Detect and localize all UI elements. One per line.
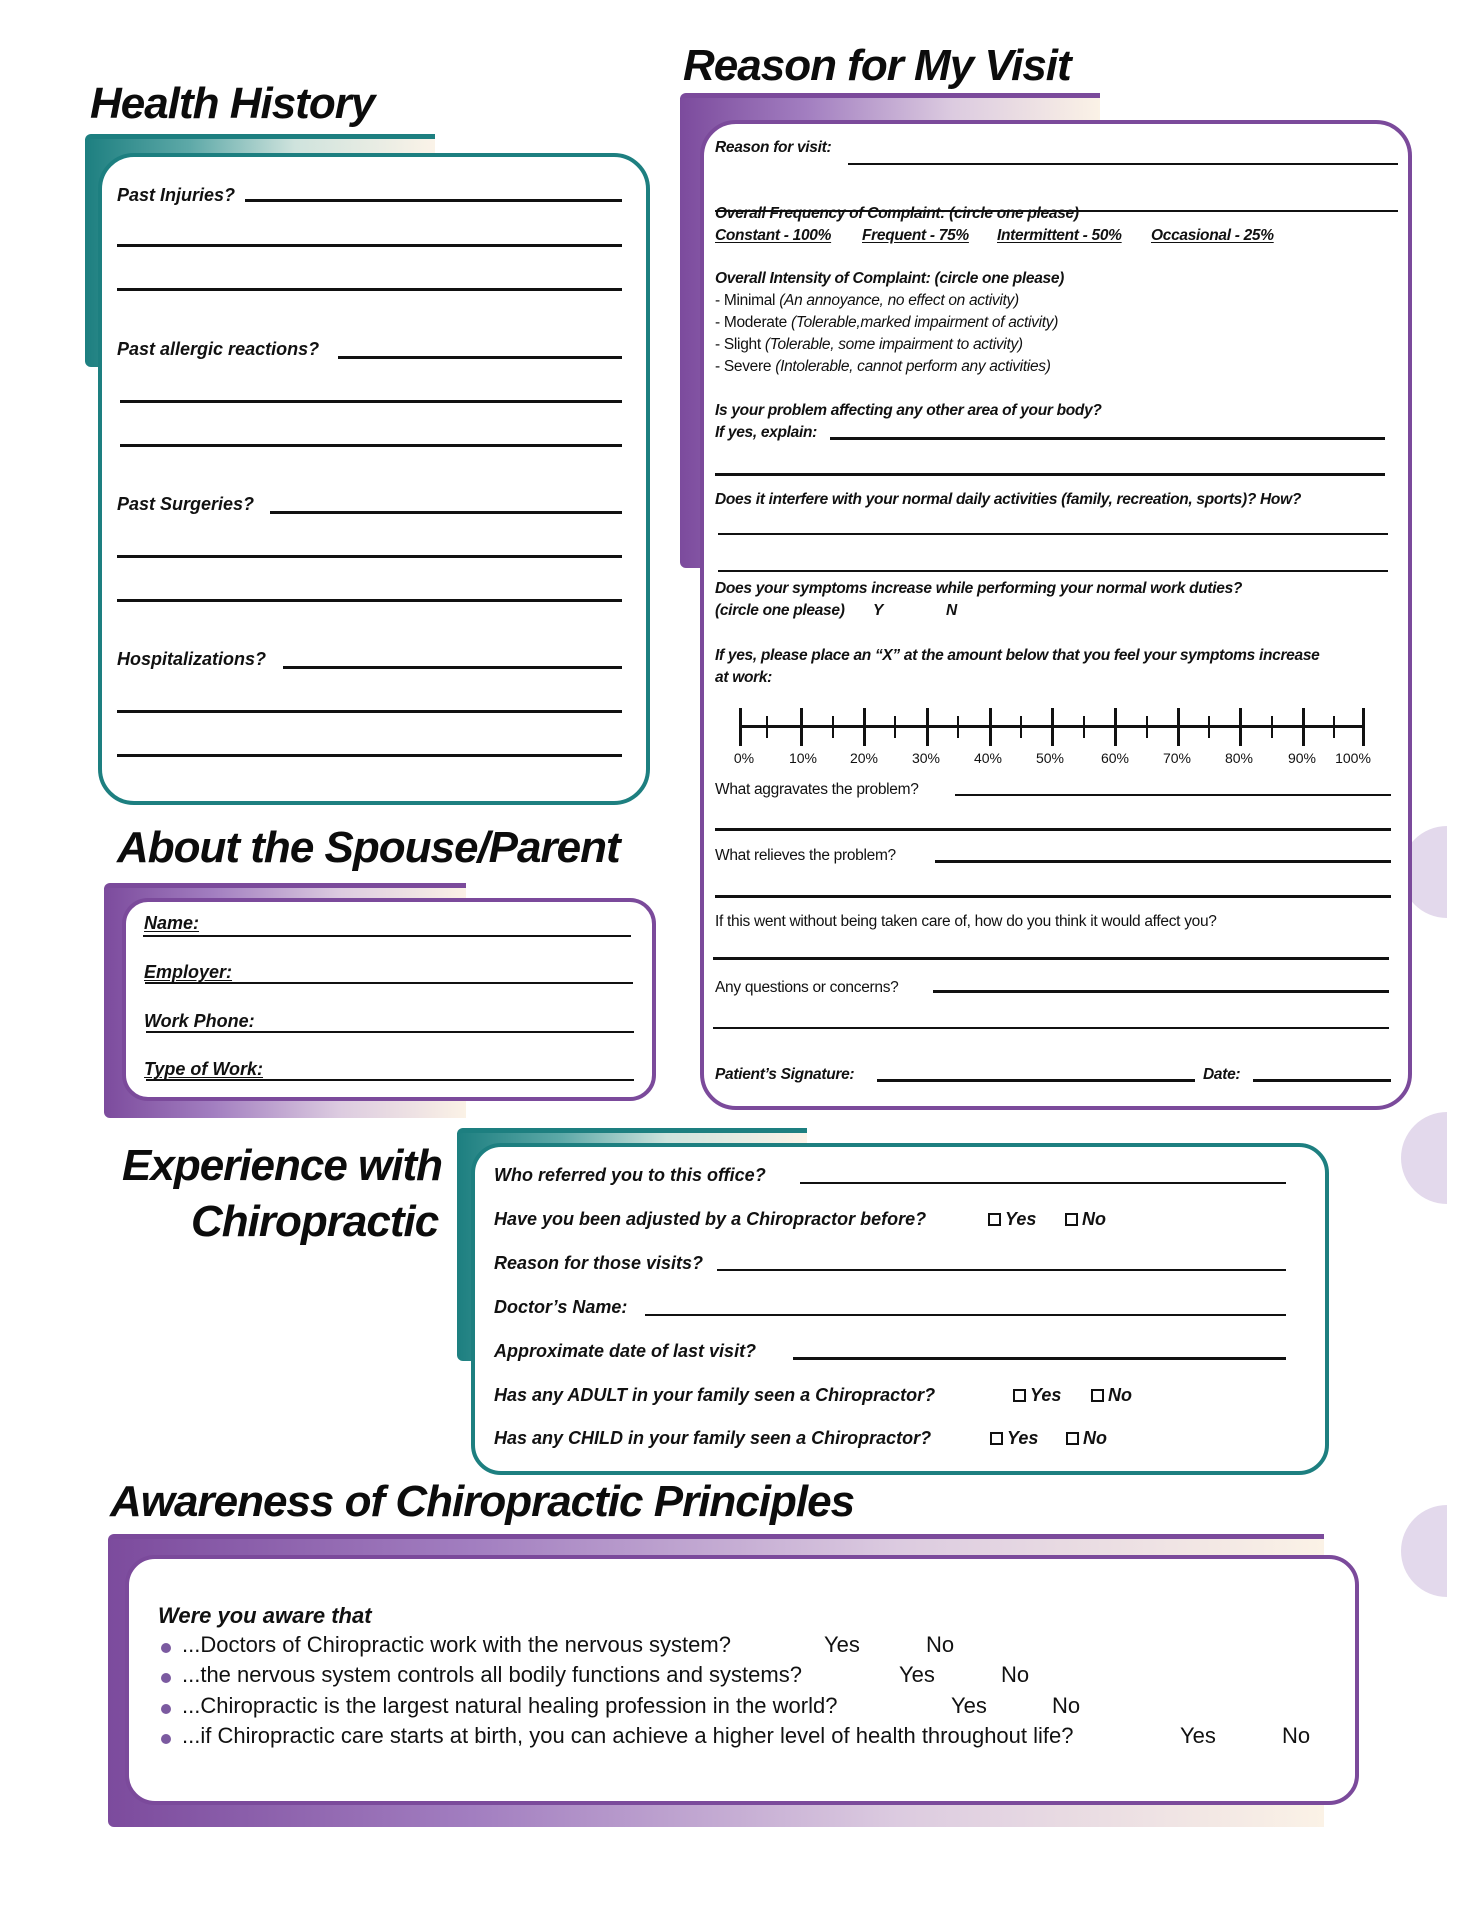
child-family-label: Has any CHILD in your family seen a Chiropractor? xyxy=(494,1428,932,1448)
child-yes-checkbox[interactable] xyxy=(990,1428,1038,1449)
reason-for-visit-input[interactable] xyxy=(848,163,1398,165)
experience-title-line1: Experience with xyxy=(122,1141,443,1190)
scale-tick xyxy=(1302,708,1305,746)
scale-label: 20% xyxy=(849,750,879,766)
intensity-option-severe[interactable] xyxy=(715,358,1051,376)
frequency-option-frequent[interactable]: Frequent - 75% xyxy=(862,227,969,244)
checkbox-icon xyxy=(1013,1389,1026,1402)
interfere-input[interactable] xyxy=(718,533,1388,535)
spouse-title: About the Spouse/Parent xyxy=(117,823,620,872)
awareness-item-yes[interactable]: Yes xyxy=(899,1662,935,1687)
intensity-option-slight[interactable] xyxy=(715,336,1023,354)
intensity-desc: (Tolerable,marked impairment of activity) xyxy=(790,314,1059,331)
frequency-option-intermittent[interactable]: Intermittent - 50% xyxy=(997,227,1122,244)
referred-input[interactable] xyxy=(800,1182,1286,1184)
frequency-option-occasional[interactable]: Occasional - 25% xyxy=(1151,227,1274,244)
adult-yes-checkbox[interactable] xyxy=(1013,1385,1061,1406)
past-surgeries-input-line3[interactable] xyxy=(117,599,622,602)
intensity-title: Overall Intensity of Complaint: (circle one please) xyxy=(715,270,1065,287)
scale-tick xyxy=(957,716,959,738)
awareness-item-no[interactable]: No xyxy=(1282,1723,1311,1748)
scale-tick xyxy=(1177,708,1180,746)
scale-tick xyxy=(1333,716,1335,738)
adult-family-label: Has any ADULT in your family seen a Chiropractor? xyxy=(494,1385,936,1405)
health-history-title: Health History xyxy=(90,79,375,128)
yes-label: Yes xyxy=(1007,1428,1039,1448)
scale-label: 90% xyxy=(1287,750,1317,766)
symptom-percentage-scale[interactable] xyxy=(733,690,1371,770)
awareness-item-no[interactable]: No xyxy=(1052,1693,1081,1718)
scale-label: 60% xyxy=(1100,750,1130,766)
spouse-work-phone-input[interactable] xyxy=(146,1031,634,1033)
awareness-title: Awareness of Chiropractic Principles xyxy=(110,1477,855,1526)
adult-no-checkbox[interactable] xyxy=(1091,1385,1132,1406)
awareness-item-text: ...Chiropractic is the largest natural healing profession in the world? xyxy=(182,1693,838,1718)
checkbox-icon xyxy=(1066,1432,1079,1445)
spouse-work-phone-label: Work Phone: xyxy=(144,1011,255,1031)
relieves-label: What relieves the problem? xyxy=(715,847,896,864)
scale-tick xyxy=(1239,708,1242,746)
work-yes-option[interactable]: Y xyxy=(873,602,884,619)
decorative-half-circle xyxy=(1401,1505,1447,1597)
scale-tick xyxy=(1362,708,1365,746)
spouse-employer-input[interactable] xyxy=(145,982,633,984)
past-surgeries-input-line2[interactable] xyxy=(117,555,622,558)
questions-input-line2[interactable] xyxy=(713,1027,1389,1029)
hospitalizations-label: Hospitalizations? xyxy=(117,649,267,669)
frequency-option-constant[interactable]: Constant - 100% xyxy=(715,227,832,244)
awareness-item-text: ...if Chiropractic care starts at birth, you can achieve a higher level of health throughout life? xyxy=(182,1723,1074,1748)
other-area-explain-input-line2[interactable] xyxy=(715,473,1385,476)
scale-label: 0% xyxy=(733,750,755,766)
scale-label: 30% xyxy=(911,750,941,766)
decorative-half-circle xyxy=(1401,1112,1447,1204)
past-injuries-label: Past Injuries? xyxy=(117,185,236,205)
checkbox-icon xyxy=(1091,1389,1104,1402)
affect-question: If this went without being taken care of, how do you think it would affect you? xyxy=(715,913,1217,930)
date-label: Date: xyxy=(1203,1066,1241,1083)
no-label: No xyxy=(1082,1209,1106,1229)
reason-visit-title: Reason for My Visit xyxy=(683,41,1071,90)
past-allergic-label: Past allergic reactions? xyxy=(117,339,320,359)
reason-visits-input[interactable] xyxy=(717,1269,1286,1271)
frequency-title: Overall Frequency of Complaint: (circle one please) xyxy=(715,205,1079,222)
signature-label: Patient’s Signature: xyxy=(715,1066,855,1083)
adjusted-yes-checkbox[interactable] xyxy=(988,1209,1036,1230)
spouse-type-of-work-label: Type of Work: xyxy=(144,1059,264,1079)
yes-label: Yes xyxy=(1005,1209,1037,1229)
signature-input[interactable] xyxy=(877,1079,1195,1082)
aggravates-input[interactable] xyxy=(955,794,1391,796)
scale-tick xyxy=(832,716,834,738)
bullet-icon xyxy=(161,1643,171,1653)
scale-tick xyxy=(989,708,992,746)
referred-label: Who referred you to this office? xyxy=(494,1165,766,1185)
past-injuries-input-line2[interactable] xyxy=(117,244,622,247)
intensity-desc: (Intolerable, cannot perform any activities) xyxy=(775,358,1051,375)
date-input[interactable] xyxy=(1253,1079,1391,1082)
scale-tick xyxy=(1208,716,1210,738)
past-allergic-input-line2[interactable] xyxy=(120,400,622,403)
questions-label: Any questions or concerns? xyxy=(715,979,899,996)
intensity-level: - Minimal xyxy=(715,292,776,309)
work-circle-label: (circle one please) xyxy=(715,602,845,619)
last-visit-label: Approximate date of last visit? xyxy=(494,1341,757,1361)
scale-tick xyxy=(800,708,803,746)
other-area-question: Is your problem affecting any other area of your body? xyxy=(715,402,1102,419)
scale-tick xyxy=(894,716,896,738)
bullet-icon xyxy=(161,1673,171,1683)
relieves-input[interactable] xyxy=(935,860,1391,863)
work-question: Does your symptoms increase while performing your normal work duties? xyxy=(715,580,1243,597)
intensity-level: - Moderate xyxy=(715,314,787,331)
spouse-employer-label: Employer: xyxy=(144,962,233,982)
scale-label: 80% xyxy=(1224,750,1254,766)
scale-tick xyxy=(1271,716,1273,738)
relieves-input-line2[interactable] xyxy=(715,895,1391,898)
spouse-name-label: Name: xyxy=(144,913,200,933)
past-surgeries-input[interactable] xyxy=(270,511,622,514)
scale-label: 100% xyxy=(1335,750,1371,766)
scale-tick xyxy=(739,708,742,746)
scale-question-line2: at work: xyxy=(715,669,773,686)
awareness-item-yes[interactable]: Yes xyxy=(1180,1723,1216,1748)
scale-label: 50% xyxy=(1035,750,1065,766)
awareness-item-no[interactable]: No xyxy=(1001,1662,1030,1687)
intensity-level: - Slight xyxy=(715,336,761,353)
scale-label: 70% xyxy=(1162,750,1192,766)
adjusted-no-checkbox[interactable] xyxy=(1065,1209,1106,1230)
other-area-explain-input[interactable] xyxy=(830,437,1385,440)
past-allergic-input-line3[interactable] xyxy=(120,444,622,447)
spouse-name-input[interactable] xyxy=(143,935,631,937)
affect-input[interactable] xyxy=(713,957,1389,960)
scale-tick xyxy=(1051,708,1054,746)
scale-tick xyxy=(1083,716,1085,738)
awareness-intro: Were you aware that xyxy=(158,1603,372,1628)
questions-input[interactable] xyxy=(933,990,1389,993)
adjusted-label: Have you been adjusted by a Chiropractor before? xyxy=(494,1209,927,1229)
hospitalizations-input-line2[interactable] xyxy=(117,710,622,713)
reason-for-visit-label: Reason for visit: xyxy=(715,139,832,156)
scale-label: 40% xyxy=(973,750,1003,766)
health-history-box xyxy=(98,153,650,805)
interfere-input-line2[interactable] xyxy=(718,570,1388,572)
past-injuries-input-line3[interactable] xyxy=(117,288,622,291)
past-allergic-input[interactable] xyxy=(338,356,622,359)
doctor-name-input[interactable] xyxy=(645,1314,1286,1316)
other-area-explain-label: If yes, explain: xyxy=(715,424,818,441)
awareness-item-no[interactable]: No xyxy=(926,1632,955,1657)
scale-tick xyxy=(1146,716,1148,738)
checkbox-icon xyxy=(1065,1213,1078,1226)
awareness-item-text: ...Doctors of Chiropractic work with the nervous system? xyxy=(182,1632,731,1657)
reason-visits-label: Reason for those visits? xyxy=(494,1253,704,1273)
scale-tick xyxy=(926,708,929,746)
hospitalizations-input-line3[interactable] xyxy=(117,754,622,757)
awareness-item-text: ...the nervous system controls all bodily functions and systems? xyxy=(182,1662,802,1687)
checkbox-icon xyxy=(988,1213,1001,1226)
child-no-checkbox[interactable] xyxy=(1066,1428,1107,1449)
intensity-desc: (An annoyance, no effect on activity) xyxy=(779,292,1019,309)
scale-label: 10% xyxy=(788,750,818,766)
intensity-desc: (Tolerable, some impairment to activity) xyxy=(764,336,1023,353)
bullet-icon xyxy=(161,1734,171,1744)
work-no-option[interactable]: N xyxy=(946,602,957,619)
awareness-item-yes[interactable]: Yes xyxy=(824,1632,860,1657)
hospitalizations-input[interactable] xyxy=(283,666,622,669)
last-visit-input[interactable] xyxy=(793,1357,1286,1360)
scale-tick xyxy=(1020,716,1022,738)
scale-question-line1: If yes, please place an “X” at the amount below that you feel your symptoms increase xyxy=(715,647,1320,664)
scale-tick xyxy=(863,708,866,746)
past-surgeries-label: Past Surgeries? xyxy=(117,494,255,514)
awareness-item-yes[interactable]: Yes xyxy=(951,1693,987,1718)
checkbox-icon xyxy=(990,1432,1003,1445)
experience-title-line2: Chiropractic xyxy=(191,1197,439,1246)
bullet-icon xyxy=(161,1704,171,1714)
no-label: No xyxy=(1083,1428,1107,1448)
spouse-type-of-work-input[interactable] xyxy=(146,1079,634,1081)
intensity-option-minimal[interactable] xyxy=(715,292,1019,310)
yes-label: Yes xyxy=(1030,1385,1062,1405)
scale-tick xyxy=(766,716,768,738)
intensity-level: - Severe xyxy=(715,358,772,375)
past-injuries-input[interactable] xyxy=(245,199,622,202)
interfere-question: Does it interfere with your normal daily activities (family, recreation, sports)? How? xyxy=(715,491,1302,508)
doctor-name-label: Doctor’s Name: xyxy=(494,1297,628,1317)
intensity-option-moderate[interactable] xyxy=(715,314,1058,332)
scale-tick xyxy=(1114,708,1117,746)
aggravates-label: What aggravates the problem? xyxy=(715,781,919,798)
aggravates-input-line2[interactable] xyxy=(715,828,1391,831)
no-label: No xyxy=(1108,1385,1132,1405)
